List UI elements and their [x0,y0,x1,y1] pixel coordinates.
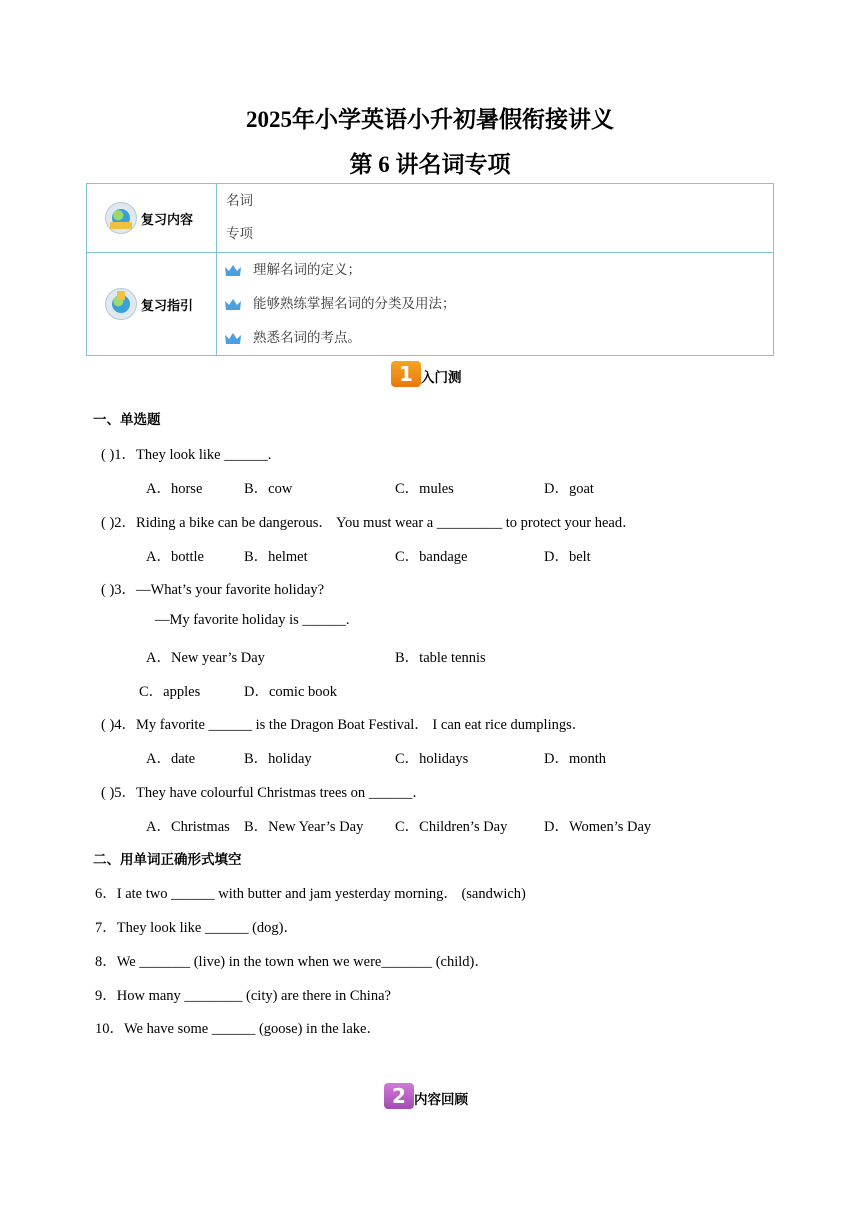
fill-item-10: 10．We have some ______ (goose) in the lake． [95,1021,381,1037]
review-content-line: 专项 [226,226,253,242]
fill-item-9: 9．How many ________ (city) are there in China? [95,988,391,1004]
number-one-badge-icon: 1 [391,361,421,387]
crown-icon [225,265,241,276]
q3-option-c: C．apples [139,684,201,700]
review-content-row [87,184,774,253]
crown-icon [225,333,241,344]
q4-option-d: D．month [544,751,607,767]
guide-item [225,253,773,287]
q1-option-c: C．mules [395,481,454,497]
part1-heading: 一、单选题 [93,412,161,428]
question-3-stem-line2: —My favorite holiday is ______. [155,612,350,628]
q1-option-d: D．goat [544,481,594,497]
fill-item-6: 6．I ate two ______ with butter and jam yesterday morning． (sandwich) [95,886,526,902]
number-two-badge-icon: 2 [384,1083,414,1109]
q5-option-c: C．Children’s Day [395,819,508,835]
review-content-label-cell [87,184,217,253]
q2-option-b: B．helmet [244,549,308,565]
q2-option-a: A．bottle [146,549,204,565]
document-title: 2025年小学英语小升初暑假衔接讲义 [246,107,614,132]
guide-item-text: 熟悉名词的考点。 [253,330,361,346]
q2-option-c: C．bandage [395,549,468,565]
globe-gift-icon [105,288,137,320]
review-guide-cell [217,253,774,356]
part2-heading: 二、用单词正确形式填空 [93,852,242,868]
fill-item-7: 7．They look like ______ (dog)． [95,920,298,936]
section2-title: 内容回顾 [414,1092,468,1108]
review-content-label: 复习内容 [141,212,194,228]
book-globe-icon [105,202,137,234]
q5-option-d: D．Women’s Day [544,819,652,835]
review-content-cell [217,184,774,253]
review-guide-row [87,253,774,356]
lecture-title: 第 6 讲名词专项 [349,152,511,177]
guide-item-text: 能够熟练掌握名词的分类及用法； [253,296,456,312]
review-content-line: 名词 [226,193,253,209]
question-5-stem: ( )5．They have colourful Christmas trees on ______． [101,785,427,801]
guide-item [225,287,773,321]
review-guide-label: 复习指引 [141,298,194,314]
question-2-stem: ( )2．Riding a bike can be dangerous． You must wear a _________ to protect your head． [101,515,637,531]
q1-option-a: A．horse [146,481,203,497]
review-guide-label-cell [87,253,217,356]
q4-option-b: B．holiday [244,751,312,767]
section2-heading [384,1083,468,1109]
crown-icon [225,299,241,310]
q5-option-a: A．Christmas [146,819,230,835]
question-4-stem: ( )4．My favorite ______ is the Dragon Boat Festival． I can eat rice dumplings． [101,717,587,733]
section1-heading [391,361,462,387]
question-3-stem: ( )3．—What’s your favorite holiday? [101,582,325,598]
section1-title: 入门测 [421,370,462,386]
guide-item [225,321,773,355]
fill-item-8: 8．We _______ (live) in the town when we were_______ (child)． [95,954,489,970]
question-1-stem: ( )1．They look like ______. [101,447,272,463]
q4-option-c: C．holidays [395,751,469,767]
guide-item-text: 理解名词的定义； [253,262,361,278]
q3-option-b: B．table tennis [395,650,486,666]
q1-option-b: B．cow [244,481,293,497]
q5-option-b: B．New Year’s Day [244,819,364,835]
q3-option-a: A．New year’s Day [146,650,265,666]
q3-option-d: D．comic book [244,684,338,700]
review-table [86,183,774,356]
q4-option-a: A．date [146,751,196,767]
q2-option-d: D．belt [544,549,591,565]
